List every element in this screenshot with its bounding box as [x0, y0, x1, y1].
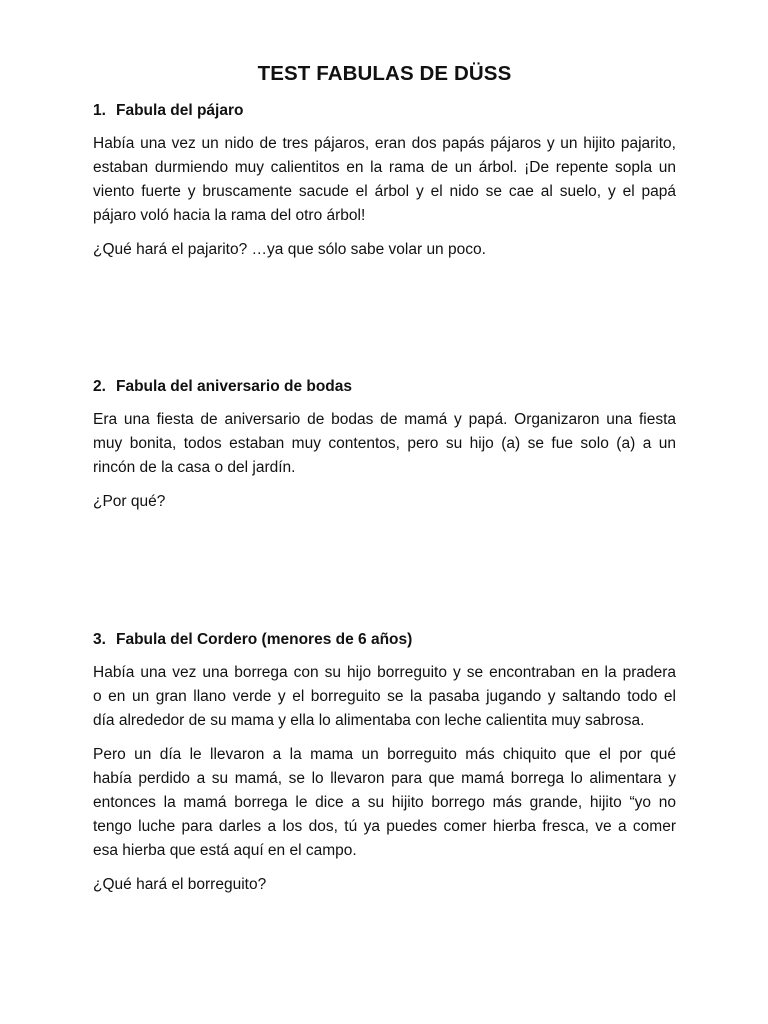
section-fabula-cordero [93, 629, 676, 897]
paragraph-line: o en un gran llano verde y el borreguito se la pasaba jugando y saltando todo el [93, 688, 676, 705]
paragraph [93, 661, 676, 733]
section-heading-text: Fabula del aniversario de bodas [116, 378, 353, 395]
section-number: 1. [93, 102, 106, 119]
paragraph-line: Era una fiesta de aniversario de bodas de mamá y papá. Organizaron una fiesta [93, 411, 676, 428]
paragraph-line: día alrededor de su mama y ella lo alimentaba con leche calientita muy sabrosa. [93, 712, 645, 729]
paragraph [93, 408, 676, 480]
section-fabula-pajaro [93, 100, 676, 262]
paragraph [93, 132, 676, 228]
section-number: 3. [93, 631, 106, 648]
section-number: 2. [93, 378, 106, 395]
paragraph-line: esa hierba que está aquí en el campo. [93, 842, 357, 859]
section-heading [93, 376, 676, 398]
paragraph-line: Pero un día le llevaron a la mama un borreguito más chiquito que el por qué [93, 746, 676, 763]
paragraph-line: pájaro voló hacia la rama del otro árbol! [93, 207, 366, 224]
paragraph-line: Había una vez un nido de tres pájaros, eran dos papás pájaros y un hijito pajarito, [93, 135, 676, 152]
section-heading [93, 100, 676, 122]
paragraph-line: viento fuerte y bruscamente sacude el árbol y el nido se cae al suelo, y el papá [93, 183, 676, 200]
paragraph-line: había perdido a su mamá, se lo llevaron para que mamá borrega lo alimentara y [93, 770, 676, 787]
document-title: TEST FABULAS DE DÜSS [257, 62, 512, 85]
paragraph-line: muy bonita, todos estaban muy contentos, pero su hijo (a) se fue solo (a) a un [93, 435, 676, 452]
paragraph [93, 743, 676, 863]
section-heading [93, 629, 676, 651]
paragraph-line: entonces la mamá borrega le dice a su hijito borrego más grande, hijito “yo no [93, 794, 676, 811]
section-heading-text: Fabula del Cordero (menores de 6 años) [116, 631, 413, 648]
section-heading-text: Fabula del pájaro [116, 102, 244, 119]
section-fabula-aniversario [93, 376, 676, 514]
question-text: ¿Qué hará el borreguito? [93, 876, 267, 893]
question-text: ¿Qué hará el pajarito? …ya que sólo sabe volar un poco. [93, 241, 486, 258]
paragraph-line: Había una vez una borrega con su hijo borreguito y se encontraban en la pradera [93, 664, 676, 681]
paragraph-line: estaban durmiendo muy calientitos en la rama de un árbol. ¡De repente sopla un [93, 159, 676, 176]
question-text: ¿Por qué? [93, 493, 166, 510]
paragraph-line: rincón de la casa o del jardín. [93, 459, 296, 476]
paragraph-line: tengo luche para darles a los dos, tú ya puedes comer hierba fresca, ve a comer [93, 818, 676, 835]
